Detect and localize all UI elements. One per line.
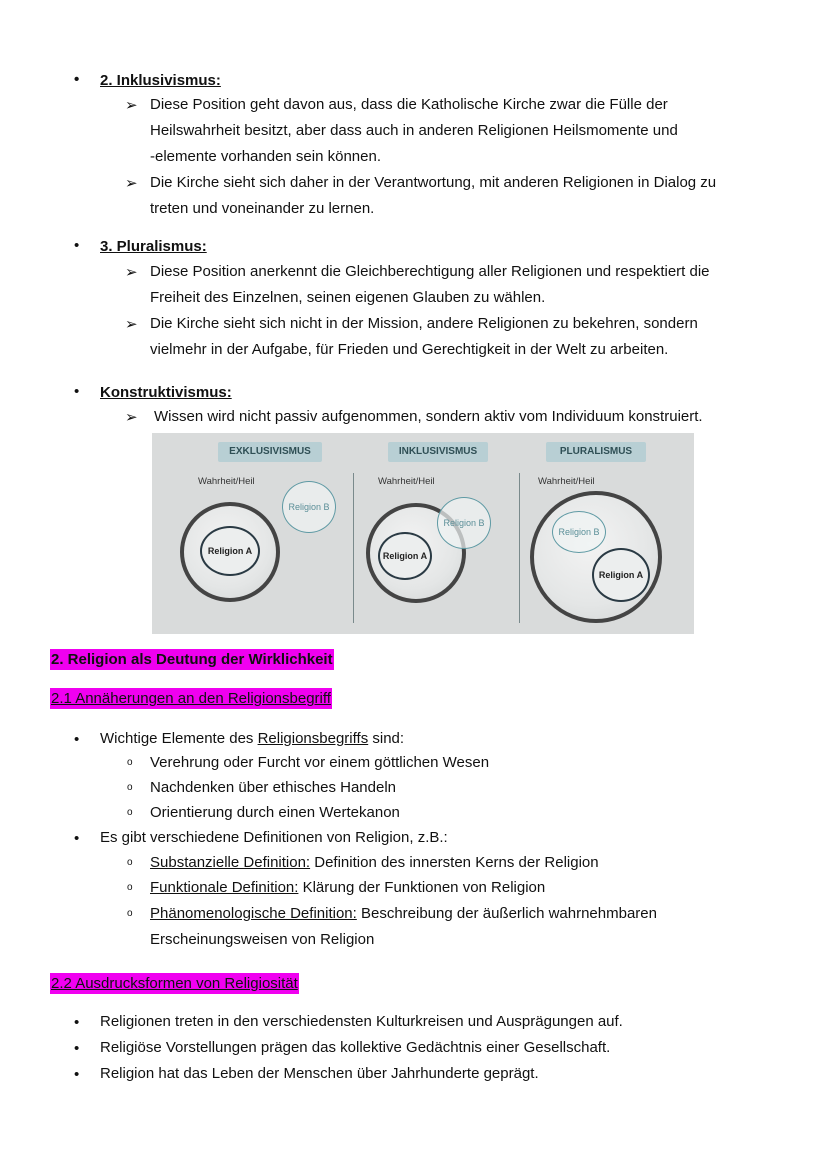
definition-term: Funktionale Definition: <box>150 879 299 896</box>
circle-bullet-icon: o <box>127 807 133 818</box>
pluralismus-point-1-line-1: Diese Position anerkennt die Gleichberechtigung aller Religionen und respektiert die <box>150 263 710 280</box>
bullet-icon: • <box>74 383 80 400</box>
religion-a-label: Religion A <box>207 546 253 556</box>
heading-konstruktivismus: Konstruktivismus: <box>100 384 232 401</box>
circle-bullet-icon: o <box>127 882 133 893</box>
figure-label-wahrheit-heil: Wahrheit/Heil <box>378 476 435 487</box>
religion-b-circle <box>437 497 491 549</box>
religion-a-circle <box>592 548 650 602</box>
religion-a-circle <box>378 532 432 580</box>
bullet-icon: • <box>74 731 80 748</box>
bullet-icon: • <box>74 1066 80 1083</box>
bullet-icon: • <box>74 830 80 847</box>
bullet-icon: • <box>74 71 80 88</box>
element-item-3: Orientierung durch einen Wertekanon <box>150 804 400 821</box>
figure-tab-pluralismus: PLURALISMUS <box>546 442 646 462</box>
religion-b-circle <box>282 481 336 533</box>
inklusivismus-point-1-line-2: Heilswahrheit besitzt, aber dass auch in anderen Religionen Heilsmomente und <box>150 122 678 139</box>
definition-text: Beschreibung der äußerlich wahrnehmbaren <box>356 905 657 922</box>
circle-bullet-icon: o <box>127 857 133 868</box>
figure-tab-inklusivismus: INKLUSIVISMUS <box>388 442 488 462</box>
religion-a-label: Religion A <box>598 570 644 580</box>
religion-b-circle <box>552 511 606 553</box>
religionsbegriff-intro <box>100 726 404 752</box>
intro-suffix: sind: <box>368 730 405 747</box>
heading-pluralismus: 3. Pluralismus: <box>100 238 207 255</box>
religion-b-label: Religion B <box>443 518 485 528</box>
heading-inklusivismus: 2. Inklusivismus: <box>100 72 221 89</box>
religion-b-label: Religion B <box>288 502 330 512</box>
figure-label-wahrheit-heil: Wahrheit/Heil <box>538 476 595 487</box>
definition-funktional <box>150 875 545 901</box>
ausdruck-item-2: Religiöse Vorstellungen prägen das kollektive Gedächtnis einer Gesellschaft. <box>100 1039 611 1056</box>
circle-bullet-icon: o <box>127 757 133 768</box>
pluralismus-point-2-line-2: vielmehr in der Aufgabe, für Frieden und Gerechtigkeit in der Welt zu arbeiten. <box>150 341 669 358</box>
figure-tab-exklusivismus: EXKLUSIVISMUS <box>218 442 322 462</box>
arrow-icon: ➢ <box>125 97 138 114</box>
ausdruck-item-3: Religion hat das Leben der Menschen über Jahrhunderte geprägt. <box>100 1065 539 1082</box>
intro-underlined-term: Religionsbegriffs <box>257 730 369 747</box>
definition-text: Definition des innersten Kerns der Religion <box>310 854 599 871</box>
religion-models-figure <box>152 433 694 634</box>
figure-label-wahrheit-heil: Wahrheit/Heil <box>198 476 255 487</box>
element-item-1: Verehrung oder Furcht vor einem göttlichen Wesen <box>150 754 490 771</box>
pluralismus-point-2-line-1: Die Kirche sieht sich nicht in der Mission, andere Religionen zu bekehren, sondern <box>150 315 698 332</box>
ausdruck-item-1: Religionen treten in den verschiedensten Kulturkreisen und Ausprägungen auf. <box>100 1013 623 1030</box>
definition-term: Phänomenologische Definition: <box>150 905 357 922</box>
inklusivismus-point-1-line-1: Diese Position geht davon aus, dass die Katholische Kirche zwar die Fülle der <box>150 96 668 113</box>
arrow-icon: ➢ <box>125 175 138 192</box>
inklusivismus-point-1-line-3: -elemente vorhanden sein können. <box>150 148 381 165</box>
circle-bullet-icon: o <box>127 908 133 919</box>
definition-term: Substanzielle Definition: <box>150 854 311 871</box>
section-2-1-heading: 2.1 Annäherungen an den Religionsbegriff <box>51 690 331 707</box>
bullet-icon: • <box>74 1040 80 1057</box>
definition-text: Klärung der Funktionen von Religion <box>298 879 546 896</box>
figure-separator <box>353 473 354 623</box>
definitions-intro: Es gibt verschiedene Definitionen von Religion, z.B.: <box>100 829 448 846</box>
element-item-2: Nachdenken über ethisches Handeln <box>150 779 396 796</box>
intro-text: Wichtige Elemente des <box>100 730 258 747</box>
arrow-icon: ➢ <box>125 264 138 281</box>
definition-phaenomenologisch-line-2: Erscheinungsweisen von Religion <box>150 931 375 948</box>
section-2-2-heading: 2.2 Ausdrucksformen von Religiosität <box>51 975 298 992</box>
section-2-heading: 2. Religion als Deutung der Wirklichkeit <box>51 651 333 668</box>
inklusivismus-point-2-line-2: treten und voneinander zu lernen. <box>150 200 375 217</box>
arrow-icon: ➢ <box>125 316 138 333</box>
inklusivismus-point-2-line-1: Die Kirche sieht sich daher in der Verantwortung, mit anderen Religionen in Dialog zu <box>150 174 717 191</box>
figure-separator <box>519 473 520 623</box>
bullet-icon: • <box>74 1014 80 1031</box>
definition-phaenomenologisch <box>150 901 657 927</box>
circle-bullet-icon: o <box>127 782 133 793</box>
arrow-icon: ➢ <box>125 409 138 426</box>
definition-substanziell <box>150 850 599 876</box>
religion-a-label: Religion A <box>382 551 428 561</box>
pluralismus-point-1-line-2: Freiheit des Einzelnen, seinen eigenen Glauben zu wählen. <box>150 289 546 306</box>
bullet-icon: • <box>74 237 80 254</box>
religion-a-circle <box>200 526 260 576</box>
religion-b-label: Religion B <box>558 527 600 537</box>
konstruktivismus-point-1: Wissen wird nicht passiv aufgenommen, sondern aktiv vom Individuum konstruiert. <box>154 408 703 425</box>
